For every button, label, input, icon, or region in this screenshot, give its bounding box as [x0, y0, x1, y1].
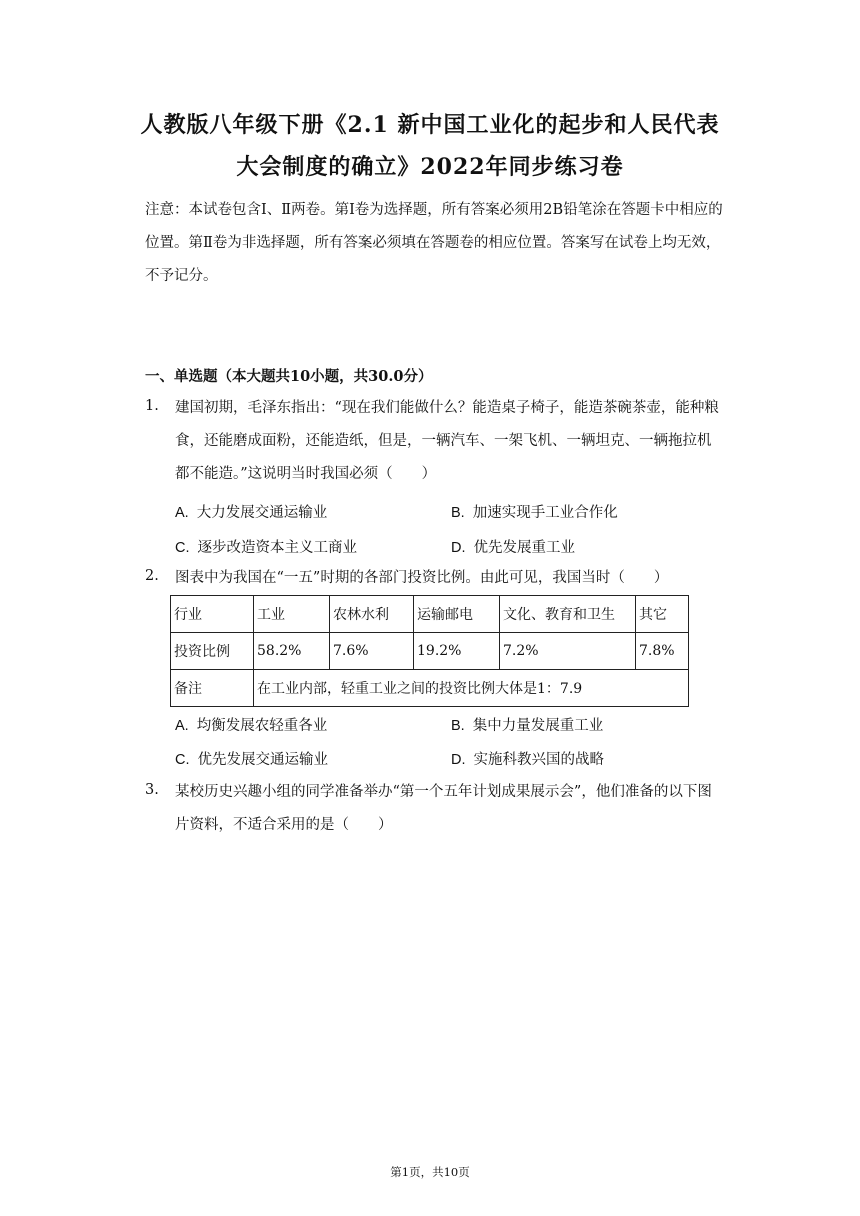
option-d[interactable]: D. 优先发展重工业 [451, 540, 575, 556]
table-cell: 运输邮电 [414, 596, 500, 633]
table-row [171, 633, 689, 670]
question-number: 1. [145, 398, 159, 414]
table-cell: 农林水利 [330, 596, 414, 633]
section-heading: 一、单选题（本大题共10小题，共30.0分） [145, 368, 433, 385]
table-cell: 其它 [636, 596, 689, 633]
table-header-row [171, 596, 689, 633]
table-cell: 7.6% [330, 633, 414, 670]
question-number: 3. [145, 782, 159, 798]
option-b[interactable]: B. 集中力量发展重工业 [451, 718, 604, 734]
table-cell: 工业 [254, 596, 330, 633]
table-note: 在工业内部，轻重工业之间的投资比例大体是1：7.9 [254, 670, 689, 707]
option-b[interactable]: B. 加速实现手工业合作化 [451, 505, 618, 521]
table-cell: 备注 [171, 670, 254, 707]
table-note-row [171, 670, 689, 707]
page-footer: 第1页，共10页 [390, 1165, 470, 1179]
question-text: 图表中为我国在“一五”时期的各部门投资比例。由此可见，我国当时（ ） [175, 570, 669, 586]
option-a[interactable]: A. 均衡发展农轻重各业 [175, 718, 328, 734]
table-cell: 58.2% [254, 633, 330, 670]
page-title-line-2: 大会制度的确立》2022年同步练习卷 [236, 154, 624, 180]
page-title-line-1: 人教版八年级下册《2.1 新中国工业化的起步和人民代表 [140, 112, 720, 138]
table-cell: 行业 [171, 596, 254, 633]
table-cell: 7.8% [636, 633, 689, 670]
investment-table [170, 595, 689, 707]
option-a[interactable]: A. 大力发展交通运输业 [175, 505, 328, 521]
question-text: 建国初期，毛泽东指出：“现在我们能做什么？能造桌子椅子，能造茶碗茶壶，能种粮食，还能磨成面粉，还能造纸，但是，一辆汽车、一架飞机、一辆坦克、一辆拖拉机都不能造。”这说明当时我国必须（ ） [175, 400, 719, 482]
option-d[interactable]: D. 实施科教兴国的战略 [451, 752, 604, 768]
exam-notice: 注意：本试卷包含Ⅰ、Ⅱ两卷。第Ⅰ卷为选择题，所有答案必须用2B铅笔涂在答题卡中相应的位置。第Ⅱ卷为非选择题，所有答案必须填在答题卷的相应位置。答案写在试卷上均无效，不予记分。 [145, 202, 723, 284]
table-cell: 19.2% [414, 633, 500, 670]
table-cell: 文化、教育和卫生 [500, 596, 636, 633]
question-number: 2. [145, 568, 159, 584]
option-c[interactable]: C. 优先发展交通运输业 [175, 752, 328, 768]
table-cell: 7.2% [500, 633, 636, 670]
table-cell: 投资比例 [171, 633, 254, 670]
option-c[interactable]: C. 逐步改造资本主义工商业 [175, 540, 357, 556]
question-text: 某校历史兴趣小组的同学准备举办“第一个五年计划成果展示会”，他们准备的以下图片资料，不适合采用的是（ ） [175, 784, 712, 833]
